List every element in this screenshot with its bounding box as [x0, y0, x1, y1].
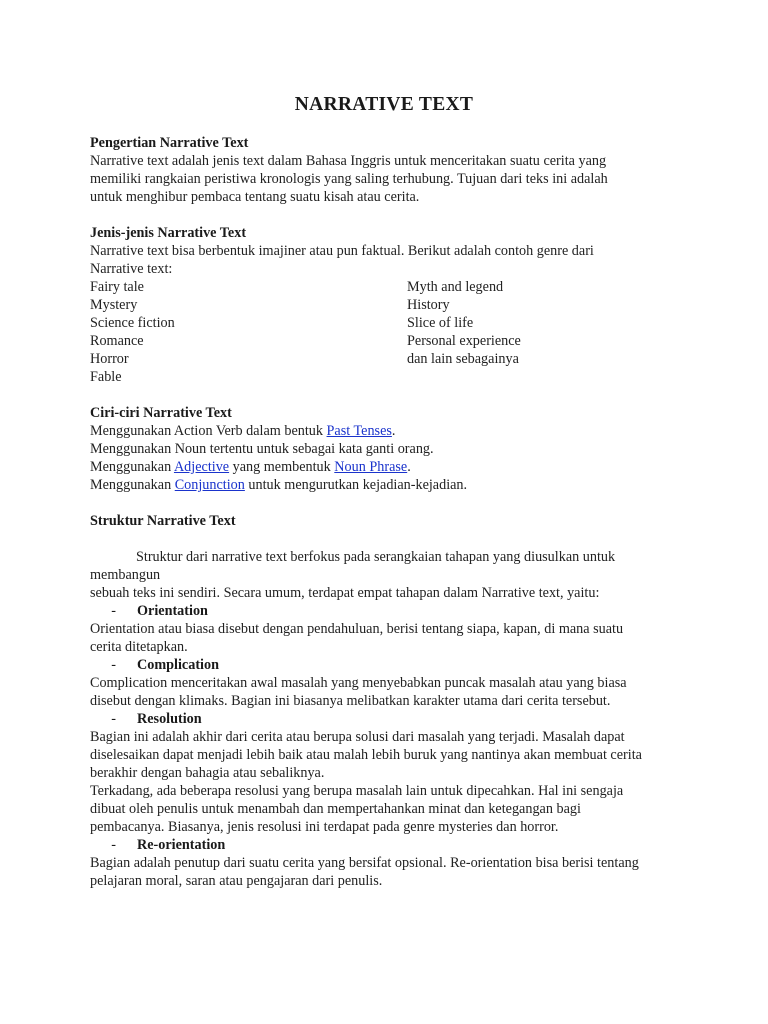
- text: untuk mengurutkan kejadian-kejadian.: [244, 477, 468, 493]
- paragraph-line: Struktur dari narrative text berfokus pada serangkaian tahapan yang diusulkan untuk: [136, 549, 616, 565]
- paragraph-line: diselesaikan dapat menjadi lebih baik atau malah lebih buruk yang nantinya akan membuat cerita: [90, 747, 642, 763]
- genre-item: History: [407, 297, 450, 313]
- genre-item: Slice of life: [407, 315, 474, 331]
- paragraph-line: Terkadang, ada beberapa resolusi yang berupa masalah lain untuk dipecahkan. Hal ini sengaja: [90, 783, 624, 799]
- section-heading-pengertian: Pengertian Narrative Text: [90, 135, 249, 151]
- ciri-line: [90, 476, 690, 494]
- paragraph-line: Narrative text:: [90, 261, 173, 277]
- paragraph-line: Bagian ini adalah akhir dari cerita atau berupa solusi dari masalah yang terjadi. Masalah dapat: [90, 729, 625, 745]
- paragraph-line: Orientation atau biasa disebut dengan pendahuluan, berisi tentang siapa, kapan, di mana suatu: [90, 621, 624, 637]
- genre-item: Myth and legend: [407, 279, 504, 295]
- paragraph-line: untuk menghibur pembaca tentang suatu kisah atau cerita.: [90, 189, 420, 205]
- genre-item: dan lain sebagainya: [407, 351, 519, 367]
- bullet-orientation: [90, 602, 690, 620]
- paragraph-line: membangun: [90, 567, 161, 583]
- bullet-label: Re-orientation: [137, 837, 226, 853]
- genre-item: Romance: [90, 333, 144, 349]
- genre-item: Fable: [90, 369, 122, 385]
- paragraph-line: pelajaran moral, saran atau pengajaran dari penulis.: [90, 873, 383, 889]
- paragraph-line: dibuat oleh penulis untuk menambah dan mempertahankan minat dan ketegangan bagi: [90, 801, 581, 817]
- paragraph-line: cerita ditetapkan.: [90, 639, 188, 655]
- past-tenses-link[interactable]: Past Tenses: [326, 423, 392, 439]
- paragraph-line: Narrative text adalah jenis text dalam Bahasa Inggris untuk menceritakan suatu cerita yang: [90, 153, 607, 169]
- paragraph-line: sebuah teks ini sendiri. Secara umum, terdapat empat tahapan dalam Narrative text, yaitu:: [90, 585, 600, 601]
- section-heading-ciri: Ciri-ciri Narrative Text: [90, 405, 232, 421]
- bullet-complication: [90, 656, 690, 674]
- bullet-resolution: [90, 710, 690, 728]
- genre-item: Horror: [90, 351, 129, 367]
- ciri-line: [90, 422, 690, 440]
- paragraph-line: memiliki rangkaian peristiwa kronologis yang saling terhubung. Tujuan dari teks ini adalah: [90, 171, 608, 187]
- bullet-label: Resolution: [137, 711, 202, 727]
- bullet-label: Complication: [137, 657, 219, 673]
- dash-marker: -: [111, 711, 116, 727]
- bullet-reorientation: [90, 836, 690, 854]
- text: yang membentuk: [229, 459, 335, 475]
- genre-column-right: [407, 278, 687, 386]
- paragraph-line: Bagian adalah penutup dari suatu cerita yang bersifat opsional. Re-orientation bisa berisi tentang: [90, 855, 639, 871]
- conjunction-link[interactable]: Conjunction: [174, 477, 245, 493]
- ciri-line: Menggunakan Noun tertentu untuk sebagai kata ganti orang.: [90, 441, 434, 457]
- genre-list: [90, 278, 690, 386]
- paragraph-line: disebut dengan klimaks. Bagian ini biasanya melibatkan karakter utama dari cerita tersebut.: [90, 693, 611, 709]
- paragraph-line: berakhir dengan bahagia atau sebaliknya.: [90, 765, 325, 781]
- genre-item: Fairy tale: [90, 279, 144, 295]
- bullet-label: Orientation: [137, 603, 208, 619]
- document-title: NARRATIVE TEXT: [294, 94, 474, 115]
- noun-phrase-link[interactable]: Noun Phrase: [334, 459, 408, 475]
- dash-marker: -: [111, 657, 116, 673]
- paragraph-line: pembacanya. Biasanya, jenis resolusi ini terdapat pada genre mysteries dan horror.: [90, 819, 559, 835]
- adjective-link[interactable]: Adjective: [173, 459, 230, 475]
- genre-item: Science fiction: [90, 315, 175, 331]
- dash-marker: -: [111, 837, 116, 853]
- text: Menggunakan Action Verb dalam bentuk: [90, 423, 327, 439]
- paragraph-line: Complication menceritakan awal masalah yang menyebabkan puncak masalah atau yang biasa: [90, 675, 627, 691]
- text: .: [407, 459, 411, 475]
- text: .: [391, 423, 396, 439]
- section-heading-struktur: Struktur Narrative Text: [90, 513, 236, 529]
- genre-item: Mystery: [90, 297, 138, 313]
- text: Menggunakan: [90, 477, 175, 493]
- ciri-line: [90, 458, 690, 476]
- document-body: [90, 134, 690, 890]
- section-heading-jenis: Jenis-jenis Narrative Text: [90, 225, 247, 241]
- genre-column-left: [90, 278, 407, 386]
- text: Menggunakan: [90, 459, 174, 475]
- genre-item: Personal experience: [407, 333, 521, 349]
- dash-marker: -: [111, 603, 116, 619]
- paragraph-line: Narrative text bisa berbentuk imajiner atau pun faktual. Berikut adalah contoh genre dari: [90, 243, 594, 259]
